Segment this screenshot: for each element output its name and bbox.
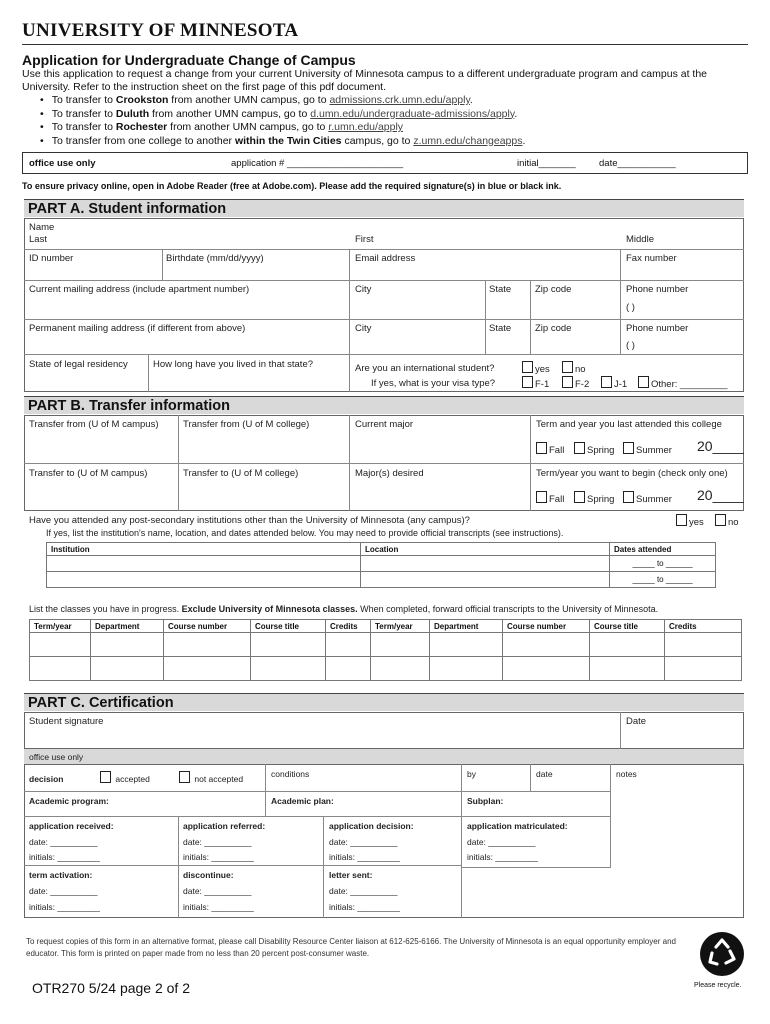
class-cell[interactable]: [430, 633, 503, 657]
transfer-from-campus-field[interactable]: Transfer from (U of M campus): [29, 419, 159, 430]
visa-f1-checkbox[interactable]: [522, 376, 549, 390]
received-label: application received:: [29, 821, 114, 831]
checkbox-icon: [574, 491, 585, 503]
bullet-text: from another UMN campus, go to: [168, 94, 330, 106]
department-header: Department: [430, 620, 503, 633]
list-item: [40, 121, 525, 135]
postsec-yes-checkbox[interactable]: [676, 514, 704, 528]
transfer-to-campus-field[interactable]: Transfer to (U of M campus): [29, 468, 148, 479]
checkbox-icon: [179, 771, 190, 783]
last-year-field[interactable]: 20____: [697, 438, 744, 454]
course-title-header: Course title: [590, 620, 665, 633]
office-use-box-top: [22, 152, 748, 174]
checkbox-label: no: [575, 364, 586, 375]
university-logo-text: UNIVERSITY OF MINNESOTA: [22, 20, 299, 41]
institution-header: Institution: [47, 543, 361, 556]
letter-initials-field[interactable]: initials: _________: [329, 902, 400, 912]
initial-field[interactable]: initial_______: [517, 158, 576, 169]
first-name-field[interactable]: First: [355, 234, 374, 245]
checkbox-label: no: [728, 517, 739, 528]
classes-note: [29, 604, 658, 614]
state-field[interactable]: State: [489, 284, 512, 295]
bullet-text: from another UMN campus, go to: [149, 107, 311, 120]
discontinue-date-field[interactable]: date: __________: [183, 886, 252, 896]
bullet-text: To transfer to: [51, 107, 116, 120]
begin-spring-checkbox[interactable]: [574, 491, 614, 505]
referred-initials-field[interactable]: initials: _________: [183, 852, 254, 862]
checkbox-icon: [562, 361, 573, 373]
perm-phone-field[interactable]: Phone number: [626, 323, 689, 334]
credits-header: Credits: [326, 620, 371, 633]
permanent-address-field[interactable]: Permanent mailing address (if different from above): [29, 323, 246, 334]
term-begin-label: Term/year you want to begin (check only one): [536, 468, 728, 479]
class-cell[interactable]: [590, 657, 665, 681]
bullet-text: To transfer from one college to another: [51, 134, 235, 147]
fax-field[interactable]: Fax number: [626, 253, 677, 264]
perm-city-field[interactable]: City: [355, 323, 372, 334]
checkbox-icon: [623, 442, 634, 454]
checkbox-icon: [601, 376, 612, 388]
recycle-icon: [700, 932, 744, 976]
term-year-header: Term/year: [371, 620, 430, 633]
discontinue-initials-field[interactable]: initials: _________: [183, 902, 254, 912]
transfer-links-list: [30, 94, 525, 148]
conditions-field[interactable]: conditions: [271, 769, 310, 779]
matriculated-label: application matriculated:: [467, 821, 568, 831]
transfer-from-college-field[interactable]: Transfer from (U of M college): [183, 419, 310, 430]
birthdate-field[interactable]: Birthdate (mm/dd/yyyy): [166, 253, 264, 264]
last-name-field[interactable]: Last: [29, 234, 47, 245]
intl-yes-checkbox[interactable]: [522, 361, 550, 375]
checkbox-label: accepted: [115, 774, 150, 784]
rochester-link[interactable]: r.umn.edu/apply: [328, 121, 404, 133]
part-b-heading: PART B. Transfer information: [24, 396, 744, 414]
legal-residency-field[interactable]: State of legal residency: [29, 359, 128, 370]
classes-table: [29, 619, 742, 681]
received-initials-field[interactable]: initials: _________: [29, 852, 100, 862]
begin-fall-checkbox[interactable]: [536, 491, 564, 505]
application-number-field[interactable]: application # ______________________: [231, 158, 404, 169]
dates-cell[interactable]: _____ to ______: [610, 572, 716, 588]
postsecondary-note: If yes, list the institution's name, location, and dates attended below. You may need to provide official transcripts (see instructions).: [46, 528, 564, 538]
checkbox-label: Spring: [587, 494, 615, 505]
class-cell[interactable]: [251, 657, 326, 681]
class-cell[interactable]: [164, 657, 251, 681]
international-question: Are you an international student?: [355, 363, 495, 374]
class-cell[interactable]: [91, 633, 164, 657]
activation-initials-field[interactable]: initials: _________: [29, 902, 100, 912]
phone-area-code[interactable]: ( ): [626, 302, 635, 313]
visa-f2-checkbox[interactable]: [562, 376, 589, 390]
academic-plan-field[interactable]: Academic plan:: [271, 796, 334, 806]
list-item: [40, 135, 525, 149]
checkbox-icon: [574, 442, 585, 454]
location-header: Location: [361, 543, 610, 556]
course-title-header: Course title: [251, 620, 326, 633]
checkbox-icon: [100, 771, 111, 783]
bullet-text: To transfer to: [51, 121, 116, 133]
table-row: [47, 572, 716, 588]
visa-j1-checkbox[interactable]: [601, 376, 627, 390]
crookston-link[interactable]: admissions.crk.umn.edu/apply: [329, 94, 470, 106]
checkbox-label: yes: [535, 364, 550, 375]
department-header: Department: [91, 620, 164, 633]
phone-field[interactable]: Phone number: [626, 284, 689, 295]
perm-state-field[interactable]: State: [489, 323, 512, 334]
office-use-bottom-bar: [24, 749, 744, 764]
checkbox-label: Fall: [549, 494, 565, 505]
institutions-table: [46, 542, 716, 588]
class-cell[interactable]: [164, 633, 251, 657]
bullet-bold: Rochester: [115, 121, 168, 133]
bullet-bold: within the Twin Cities: [234, 134, 342, 147]
checkbox-icon: [715, 514, 726, 526]
begin-year-field[interactable]: 20____: [697, 487, 744, 503]
bullet-bold: Duluth: [115, 107, 150, 120]
referred-date-field[interactable]: date: __________: [183, 837, 252, 847]
signature-date-field[interactable]: Date: [626, 716, 647, 727]
transfer-to-college-field[interactable]: Transfer to (U of M college): [183, 468, 299, 479]
checkbox-label: Other: _________: [651, 379, 728, 390]
letter-sent-label: letter sent:: [329, 870, 373, 880]
discontinue-label: discontinue:: [183, 870, 234, 880]
bullet-text: To transfer to: [51, 94, 116, 106]
table-row: [47, 556, 716, 572]
location-cell[interactable]: [361, 572, 610, 588]
student-signature-field[interactable]: Student signature: [29, 716, 104, 727]
dates-header: Dates attended: [610, 543, 716, 556]
class-cell[interactable]: [30, 657, 91, 681]
bullet-text: .: [514, 107, 518, 120]
visa-other-checkbox[interactable]: [638, 376, 728, 390]
postsecondary-question: Have you attended any post-secondary institutions other than the University of Minnesota (any campus)?: [29, 515, 470, 526]
class-cell[interactable]: [326, 633, 371, 657]
class-cell[interactable]: [371, 633, 430, 657]
app-decision-date-field[interactable]: date: __________: [329, 837, 398, 847]
middle-name-field[interactable]: Middle: [626, 234, 654, 245]
received-date-field[interactable]: date: __________: [29, 837, 98, 847]
term-activation-label: term activation:: [29, 870, 93, 880]
majors-desired-field[interactable]: Major(s) desired: [355, 468, 424, 479]
letter-date-field[interactable]: date: __________: [329, 886, 398, 896]
decision-label: decision: [29, 774, 64, 784]
app-decision-initials-field[interactable]: initials: _________: [329, 852, 400, 862]
not-accepted-checkbox[interactable]: [179, 771, 243, 784]
id-number-field[interactable]: ID number: [29, 253, 74, 264]
bullet-text: .: [522, 134, 526, 147]
intro-text: Use this application to request a change from your current University of Minnesota campus to a different undergraduate program and campus at the University. Refer to the instruction sheet on the first page of this pdf document.: [22, 68, 708, 93]
checkbox-label: F-2: [575, 379, 590, 390]
how-long-field[interactable]: How long have you lived in that state?: [153, 359, 314, 370]
decision-date-field[interactable]: date: [536, 769, 553, 779]
class-cell[interactable]: [503, 633, 590, 657]
class-cell[interactable]: [326, 657, 371, 681]
name-label: Name: [29, 222, 55, 233]
class-cell[interactable]: [590, 633, 665, 657]
city-field[interactable]: City: [355, 284, 372, 295]
duluth-link[interactable]: d.umn.edu/undergraduate-admissions/apply: [310, 107, 515, 120]
header-divider: [22, 44, 748, 45]
form-id: OTR270 5/24 page 2 of 2: [32, 980, 190, 996]
checkbox-label: F-1: [535, 379, 550, 390]
checkbox-icon: [536, 491, 547, 503]
course-number-header: Course number: [164, 620, 251, 633]
checkbox-icon: [522, 361, 533, 373]
email-field[interactable]: Email address: [355, 253, 416, 264]
twin-cities-link[interactable]: z.umn.edu/changeapps: [413, 134, 523, 147]
checkbox-icon: [536, 442, 547, 454]
class-cell[interactable]: [371, 657, 430, 681]
table-row: [30, 657, 742, 681]
checkbox-label: not accepted: [194, 774, 244, 784]
checkbox-icon: [676, 514, 687, 526]
current-major-field[interactable]: Current major: [355, 419, 414, 430]
class-cell[interactable]: [430, 657, 503, 681]
list-item: [40, 94, 525, 108]
page-title: Application for Undergraduate Change of Campus: [22, 52, 356, 68]
subplan-field[interactable]: Subplan:: [467, 796, 504, 806]
checkbox-label: Summer: [636, 445, 672, 456]
app-decision-label: application decision:: [329, 821, 414, 831]
activation-date-field[interactable]: date: __________: [29, 886, 98, 896]
matriculated-initials-field[interactable]: initials: _________: [467, 852, 538, 862]
checkbox-label: yes: [689, 517, 704, 528]
class-cell[interactable]: [30, 633, 91, 657]
postsec-no-checkbox[interactable]: [715, 514, 739, 528]
classes-note-text: List the classes you have in progress.: [29, 604, 182, 614]
part-c-heading: PART C. Certification: [24, 693, 744, 711]
bullet-text: .: [469, 94, 473, 106]
checkbox-icon: [623, 491, 634, 503]
classes-note-bold: Exclude University of Minnesota classes.: [181, 604, 358, 614]
institution-cell[interactable]: [47, 572, 361, 588]
bullet-text: campus, go to: [341, 134, 414, 147]
perm-zip-field[interactable]: Zip code: [535, 323, 572, 334]
begin-summer-checkbox[interactable]: [623, 491, 672, 505]
last-spring-checkbox[interactable]: [574, 442, 614, 456]
class-cell[interactable]: [251, 633, 326, 657]
checkbox-label: Summer: [636, 494, 672, 505]
visa-question: If yes, what is your visa type?: [371, 378, 496, 389]
dates-cell[interactable]: _____ to ______: [610, 556, 716, 572]
credits-header: Credits: [665, 620, 742, 633]
checkbox-icon: [638, 376, 649, 388]
intl-no-checkbox[interactable]: [562, 361, 586, 375]
office-use-bottom-label: office use only: [29, 752, 84, 762]
checkbox-icon: [522, 376, 533, 388]
class-cell[interactable]: [503, 657, 590, 681]
date-field[interactable]: date___________: [599, 158, 676, 169]
perm-phone-area-code[interactable]: ( ): [626, 340, 635, 351]
term-year-header: Term/year: [30, 620, 91, 633]
zip-field[interactable]: Zip code: [535, 284, 572, 295]
by-field[interactable]: by: [467, 769, 476, 779]
last-summer-checkbox[interactable]: [623, 442, 672, 456]
privacy-note: To ensure privacy online, open in Adobe Reader (free at Adobe.com). Please add the required signature(s) in blue or black ink.: [22, 181, 562, 191]
accepted-checkbox[interactable]: [100, 771, 150, 784]
academic-program-field[interactable]: Academic program:: [29, 796, 109, 806]
footer-text: To request copies of this form in an alternative format, please call Disability Resource Center liaison at 612-625-6166. The University of Minnesota is an equal opportunity employer and educator. This form is printed on paper made from no less than 20 percent post-consumer waste.: [26, 937, 676, 958]
checkbox-icon: [562, 376, 573, 388]
list-item: [40, 108, 525, 122]
course-number-header: Course number: [503, 620, 590, 633]
part-a-heading: PART A. Student information: [24, 199, 744, 217]
table-header-row: [47, 543, 716, 556]
institution-cell[interactable]: [47, 556, 361, 572]
classes-note-text: When completed, forward official transcripts to the University of Minnesota.: [357, 604, 659, 614]
class-cell[interactable]: [91, 657, 164, 681]
recycle-label: Please recycle.: [694, 982, 742, 989]
bullet-text: from another UMN campus, go to: [167, 121, 329, 133]
matriculated-date-field[interactable]: date: __________: [467, 837, 536, 847]
current-address-field[interactable]: Current mailing address (include apartment number): [29, 284, 250, 295]
table-row: [30, 633, 742, 657]
checkbox-label: Spring: [587, 445, 615, 456]
location-cell[interactable]: [361, 556, 610, 572]
term-last-label: Term and year you last attended this college: [536, 419, 722, 430]
class-cell[interactable]: [665, 633, 742, 657]
checkbox-label: Fall: [549, 445, 565, 456]
table-header-row: [30, 620, 742, 633]
last-fall-checkbox[interactable]: [536, 442, 564, 456]
notes-field[interactable]: notes: [616, 769, 637, 779]
checkbox-label: J-1: [614, 379, 628, 390]
bullet-bold: Crookston: [115, 94, 169, 106]
office-use-label: office use only: [29, 158, 96, 169]
class-cell[interactable]: [665, 657, 742, 681]
referred-label: application referred:: [183, 821, 266, 831]
